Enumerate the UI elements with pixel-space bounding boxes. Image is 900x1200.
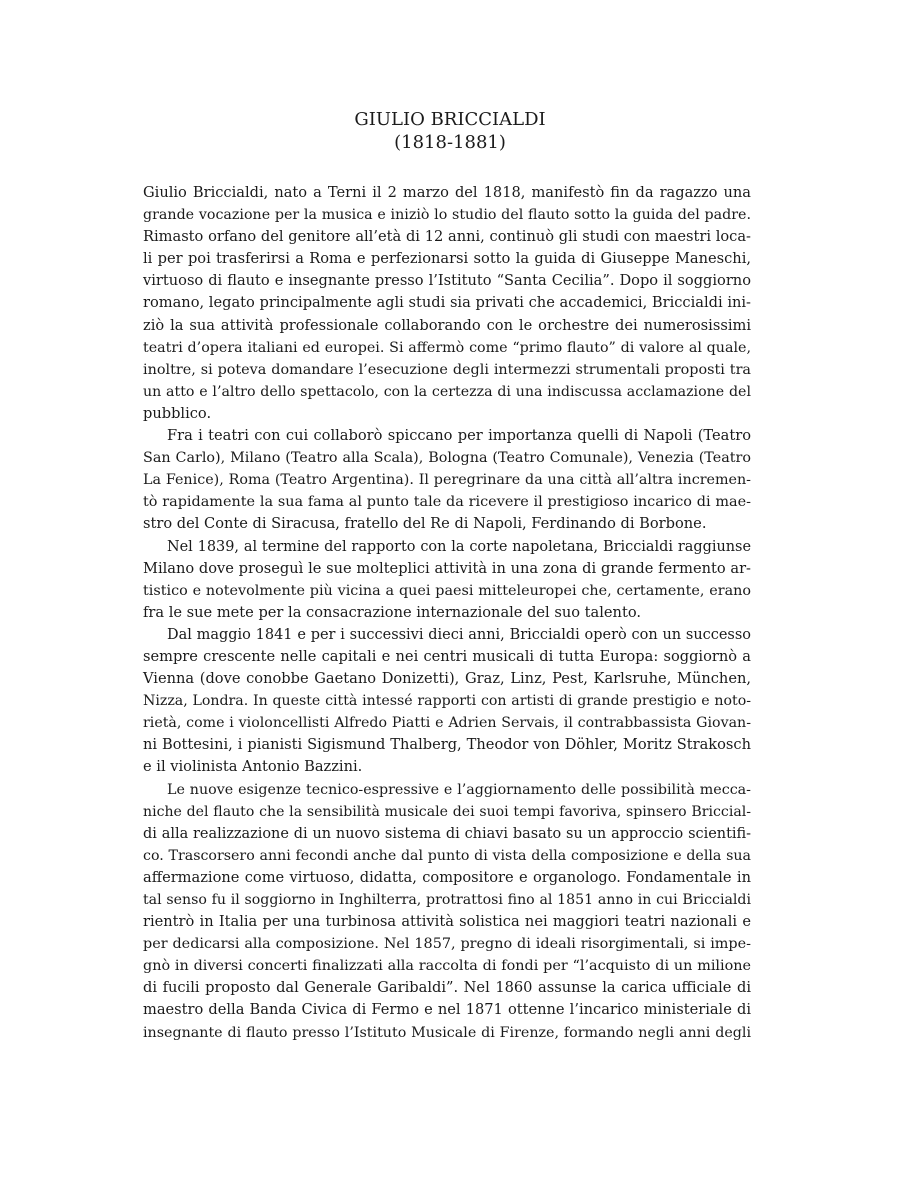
- text-line: Nizza, Londra. In queste città intessé rapporti con artisti di grande prestigio e noto-: [143, 693, 751, 710]
- text-line: niche del flauto che la sensibilità musicale dei suoi tempi favoriva, spinsero Briccial-: [143, 803, 751, 820]
- text-line: e il violinista Antonio Bazzini.: [143, 758, 363, 776]
- text-line: maestro della Banda Civica di Fermo e nel 1871 ottenne l’incarico ministeriale di: [143, 1001, 751, 1019]
- page-title: [0, 108, 900, 154]
- text-line: sempre crescente nelle capitali e nei centri musicali di tutta Europa: soggiornò a: [143, 647, 751, 665]
- text-line: Fra i teatri con cui collaborò spiccano per importanza quelli di Napoli (Teatro: [167, 427, 751, 445]
- text-line: tistico e notevolmente più vicina a quei paesi mitteleuropei che, certamente, erano: [143, 582, 751, 599]
- text-line: Rimasto orfano del genitore all’età di 12 anni, continuò gli studi con maestri loca-: [143, 228, 751, 246]
- text-line: per dedicarsi alla composizione. Nel 1857, pregno di ideali risorgimentali, si impe-: [143, 936, 751, 953]
- text-line: La Fenice), Roma (Teatro Argentina). Il peregrinare da una città all’altra incremen-: [143, 472, 751, 489]
- text-line: co. Trascorsero anni fecondi anche dal punto di vista della composizione e della sua: [143, 847, 751, 864]
- text-line: Milano dove proseguì le sue molteplici attività in una zona di grande fermento ar-: [143, 559, 751, 577]
- title-dates: (1818-1881): [394, 132, 506, 153]
- text-line: Le nuove esigenze tecnico-espressive e l’aggiornamento delle possibilità mecca-: [167, 781, 751, 798]
- text-line: pubblico.: [143, 404, 212, 422]
- text-line: Nel 1839, al termine del rapporto con la corte napoletana, Briccialdi raggiunse: [167, 538, 751, 555]
- paragraph: [143, 536, 751, 624]
- text-line: li per poi trasferirsi a Roma e perfezionarsi sotto la guida di Giuseppe Maneschi,: [143, 250, 751, 268]
- text-line: insegnante di flauto presso l’Istituto Musicale di Firenze, formando negli anni degli: [143, 1024, 751, 1041]
- text-line: teatri d’opera italiani ed europei. Si affermò come “primo flauto” di valore al quale,: [143, 339, 751, 356]
- text-line: San Carlo), Milano (Teatro alla Scala), Bologna (Teatro Comunale), Venezia (Teatro: [143, 450, 751, 467]
- text-line: affermazione come virtuoso, didatta, compositore e organologo. Fondamentale in: [143, 868, 751, 886]
- text-line: inoltre, si poteva domandare l’esecuzione degli intermezzi strumentali proposti tra: [143, 361, 751, 378]
- text-line: un atto e l’altro dello spettacolo, con la certezza di una indiscussa acclamazione del: [143, 383, 751, 400]
- text-line: Vienna (dove conobbe Gaetano Donizetti), Graz, Linz, Pest, Karlsruhe, München,: [143, 670, 751, 688]
- text-line: di alla realizzazione di un nuovo sistema di chiavi basato su un approccio scientifi-: [143, 825, 751, 842]
- paragraph: [143, 425, 751, 535]
- paragraph: [143, 624, 751, 779]
- text-line: tò rapidamente la sua fama al punto tale da ricevere il prestigioso incarico di mae-: [143, 494, 751, 511]
- text-line: virtuoso di flauto e insegnante presso l’Istituto “Santa Cecilia”. Dopo il soggiorno: [143, 272, 751, 290]
- title-name: GIULIO BRICCIALDI: [354, 109, 546, 130]
- text-line: rietà, come i violoncellisti Alfredo Piatti e Adrien Servais, il contrabbassista Giovan-: [143, 715, 751, 732]
- text-line: romano, legato principalmente agli studi sia privati che accademici, Briccialdi ini-: [143, 294, 751, 312]
- paragraph: [143, 779, 751, 1044]
- text-line: rientrò in Italia per una turbinosa attività solistica nei maggiori teatri nazionali e: [143, 913, 751, 931]
- text-line: ziò la sua attività professionale collaborando con le orchestre dei numerosissimi: [143, 316, 751, 334]
- paragraph: [143, 182, 751, 425]
- text-line: di fucili proposto dal Generale Garibaldi”. Nel 1860 assunse la carica ufficiale di: [143, 979, 751, 997]
- text-line: ni Bottesini, i pianisti Sigismund Thalberg, Theodor von Döhler, Moritz Strakosch: [143, 736, 751, 754]
- text-line: stro del Conte di Siracusa, fratello del Re di Napoli, Ferdinando di Borbone.: [143, 515, 707, 533]
- text-line: grande vocazione per la musica e iniziò lo studio del flauto sotto la guida del padre.: [143, 207, 751, 224]
- text-line: Dal maggio 1841 e per i successivi dieci anni, Briccialdi operò con un successo: [167, 626, 751, 643]
- biography-text: [143, 182, 751, 1044]
- text-line: tal senso fu il soggiorno in Inghilterra, protrattosi fino al 1851 anno in cui Briccialdi: [143, 892, 751, 908]
- text-line: fra le sue mete per la consacrazione internazionale del suo talento.: [143, 603, 641, 621]
- text-line: Giulio Briccialdi, nato a Terni il 2 marzo del 1818, manifestò fin da ragazzo una: [143, 184, 751, 201]
- text-line: gnò in diversi concerti finalizzati alla raccolta di fondi per “l’acquisto di un milione: [143, 958, 751, 975]
